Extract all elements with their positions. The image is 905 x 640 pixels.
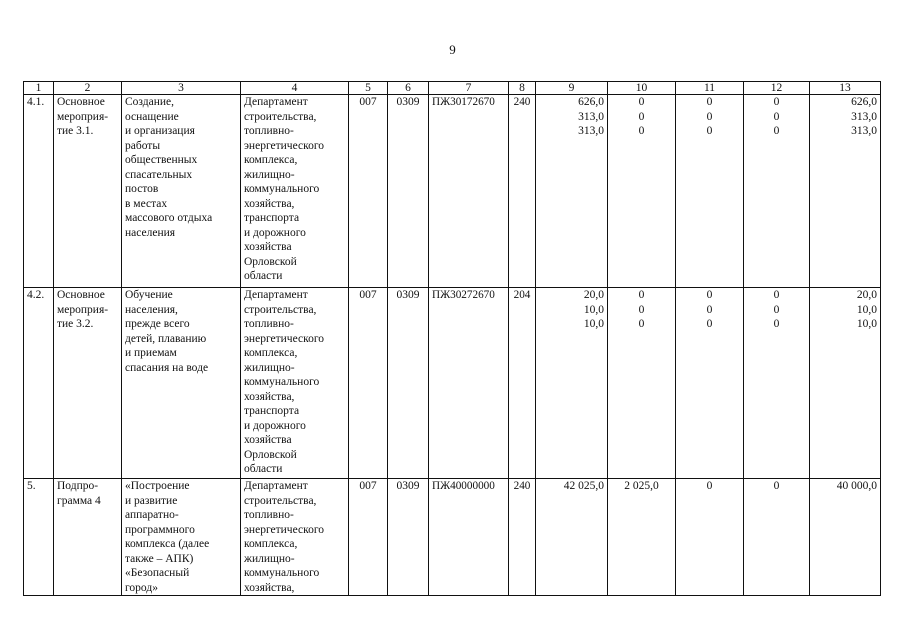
column-header: 12 — [744, 82, 810, 95]
column-header: 7 — [429, 82, 509, 95]
amount-col-13: 40 000,0 — [810, 479, 881, 596]
column-header: 13 — [810, 82, 881, 95]
target-article-code: ПЖ30172670 — [429, 95, 509, 288]
responsible-department: Департамент строительства, топливно- энергетического комплекса, жилищно- коммунального хозяйства, транспорта и дорожного хозяйства Орловской области — [241, 95, 349, 288]
row-number: 5. — [24, 479, 54, 596]
grbs-code: 007 — [349, 479, 388, 596]
column-header: 4 — [241, 82, 349, 95]
row-number: 4.1. — [24, 95, 54, 288]
column-header: 2 — [54, 82, 122, 95]
target-article-code: ПЖ30272670 — [429, 288, 509, 479]
grbs-code: 007 — [349, 288, 388, 479]
responsible-department: Департамент строительства, топливно- энергетического комплекса, жилищно- коммунального хозяйства, — [241, 479, 349, 596]
section-code: 0309 — [388, 95, 429, 288]
expense-type-code: 204 — [509, 288, 536, 479]
amount-col-11: 0 — [676, 479, 744, 596]
amount-col-12: 0 0 0 — [744, 95, 810, 288]
measure-type: Основное мероприя- тие 3.1. — [54, 95, 122, 288]
column-header: 6 — [388, 82, 429, 95]
table-row — [24, 95, 881, 288]
expense-type-code: 240 — [509, 479, 536, 596]
column-header: 5 — [349, 82, 388, 95]
section-code: 0309 — [388, 479, 429, 596]
target-article-code: ПЖ40000000 — [429, 479, 509, 596]
amount-total: 42 025,0 — [536, 479, 608, 596]
amount-col-12: 0 — [744, 479, 810, 596]
amount-col-13: 20,0 10,0 10,0 — [810, 288, 881, 479]
section-code: 0309 — [388, 288, 429, 479]
column-header: 9 — [536, 82, 608, 95]
measure-name: Создание, оснащение и организация работы общественных спасательных постов в местах массового отдыха населения — [122, 95, 241, 288]
responsible-department: Департамент строительства, топливно- энергетического комплекса, жилищно- коммунального хозяйства, транспорта и дорожного хозяйства Орловской области — [241, 288, 349, 479]
column-header: 3 — [122, 82, 241, 95]
amount-total: 626,0 313,0 313,0 — [536, 95, 608, 288]
measure-type: Основное мероприя- тие 3.2. — [54, 288, 122, 479]
amount-col-11: 0 0 0 — [676, 95, 744, 288]
amount-total: 20,0 10,0 10,0 — [536, 288, 608, 479]
page-number: 9 — [449, 42, 456, 57]
measure-type: Подпро- грамма 4 — [54, 479, 122, 596]
measure-name: Обучение населения, прежде всего детей, плаванию и приемам спасания на воде — [122, 288, 241, 479]
column-header: 1 — [24, 82, 54, 95]
row-number: 4.2. — [24, 288, 54, 479]
amount-col-12: 0 0 0 — [744, 288, 810, 479]
amount-col-10: 0 0 0 — [608, 288, 676, 479]
header-row — [24, 82, 881, 95]
column-header: 11 — [676, 82, 744, 95]
amount-col-10: 0 0 0 — [608, 95, 676, 288]
amount-col-10: 2 025,0 — [608, 479, 676, 596]
amount-col-11: 0 0 0 — [676, 288, 744, 479]
column-header: 10 — [608, 82, 676, 95]
amount-col-13: 626,0 313,0 313,0 — [810, 95, 881, 288]
column-header: 8 — [509, 82, 536, 95]
expense-type-code: 240 — [509, 95, 536, 288]
table-row — [24, 479, 881, 596]
budget-table — [23, 81, 881, 596]
grbs-code: 007 — [349, 95, 388, 288]
table-row — [24, 288, 881, 479]
measure-name: «Построение и развитие аппаратно- программного комплекса (далее также – АПК) «Безопасный город» — [122, 479, 241, 596]
